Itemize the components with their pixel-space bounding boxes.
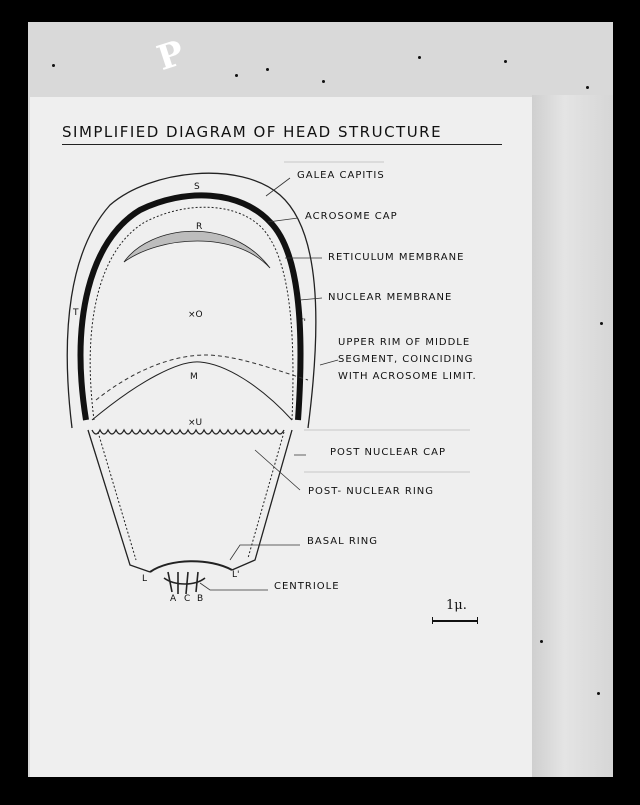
marker-c: C bbox=[184, 594, 191, 604]
dust-speck bbox=[597, 692, 600, 695]
dust-speck bbox=[504, 60, 507, 63]
post-nuclear-cap-wave bbox=[92, 430, 284, 434]
marker-t-left: T bbox=[73, 308, 79, 318]
label-acrosome-cap: ACROSOME CAP bbox=[305, 211, 398, 222]
dust-speck bbox=[235, 74, 238, 77]
dust-speck bbox=[266, 68, 269, 71]
acrosome-cap-band bbox=[81, 195, 301, 420]
dust-speck bbox=[540, 640, 543, 643]
scale-bar bbox=[432, 620, 478, 622]
marker-m: M bbox=[190, 372, 198, 382]
basal-ring bbox=[150, 561, 232, 572]
label-centriole: CENTRIOLE bbox=[274, 581, 340, 592]
marker-b: B bbox=[197, 594, 204, 604]
label-post-nuclear-cap: POST NUCLEAR CAP bbox=[330, 447, 447, 458]
galea-capitis-outline bbox=[67, 173, 316, 428]
marker-l-left: L bbox=[142, 574, 148, 584]
handwritten-mark: P bbox=[152, 33, 190, 79]
dust-speck bbox=[600, 322, 603, 325]
marker-r: R bbox=[196, 222, 203, 232]
label-upper-rim: UPPER RIM OF MIDDLE SEGMENT, COINCIDING WITH ACROSOME LIMIT. bbox=[338, 337, 477, 382]
label-galea-capitis: GALEA CAPITIS bbox=[297, 170, 385, 181]
marker-l-right: L' bbox=[232, 570, 240, 580]
label-nuclear-membrane: NUCLEAR MEMBRANE bbox=[328, 292, 453, 303]
marker-t-right: T' bbox=[298, 318, 306, 328]
middle-segment-arc bbox=[92, 362, 292, 420]
label-frames bbox=[284, 162, 470, 472]
label-reticulum-membrane: RETICULUM MEMBRANE bbox=[328, 252, 465, 263]
marker-s: S bbox=[194, 182, 200, 192]
dust-speck bbox=[418, 56, 421, 59]
marker-u: ×U bbox=[188, 418, 203, 428]
dust-speck bbox=[52, 64, 55, 67]
marker-o: ×O bbox=[188, 310, 203, 320]
scale-label: 1μ. bbox=[446, 598, 467, 613]
dust-speck bbox=[586, 86, 589, 89]
dust-speck bbox=[322, 80, 325, 83]
centriole-shape bbox=[164, 572, 205, 594]
label-post-nuclear-ring: POST- NUCLEAR RING bbox=[308, 486, 434, 497]
marker-a: A bbox=[170, 594, 177, 604]
diagram-title: SIMPLIFIED DIAGRAM OF HEAD STRUCTURE bbox=[62, 123, 443, 141]
reticulum-membrane bbox=[124, 231, 270, 268]
label-basal-ring: BASAL RING bbox=[307, 536, 378, 547]
